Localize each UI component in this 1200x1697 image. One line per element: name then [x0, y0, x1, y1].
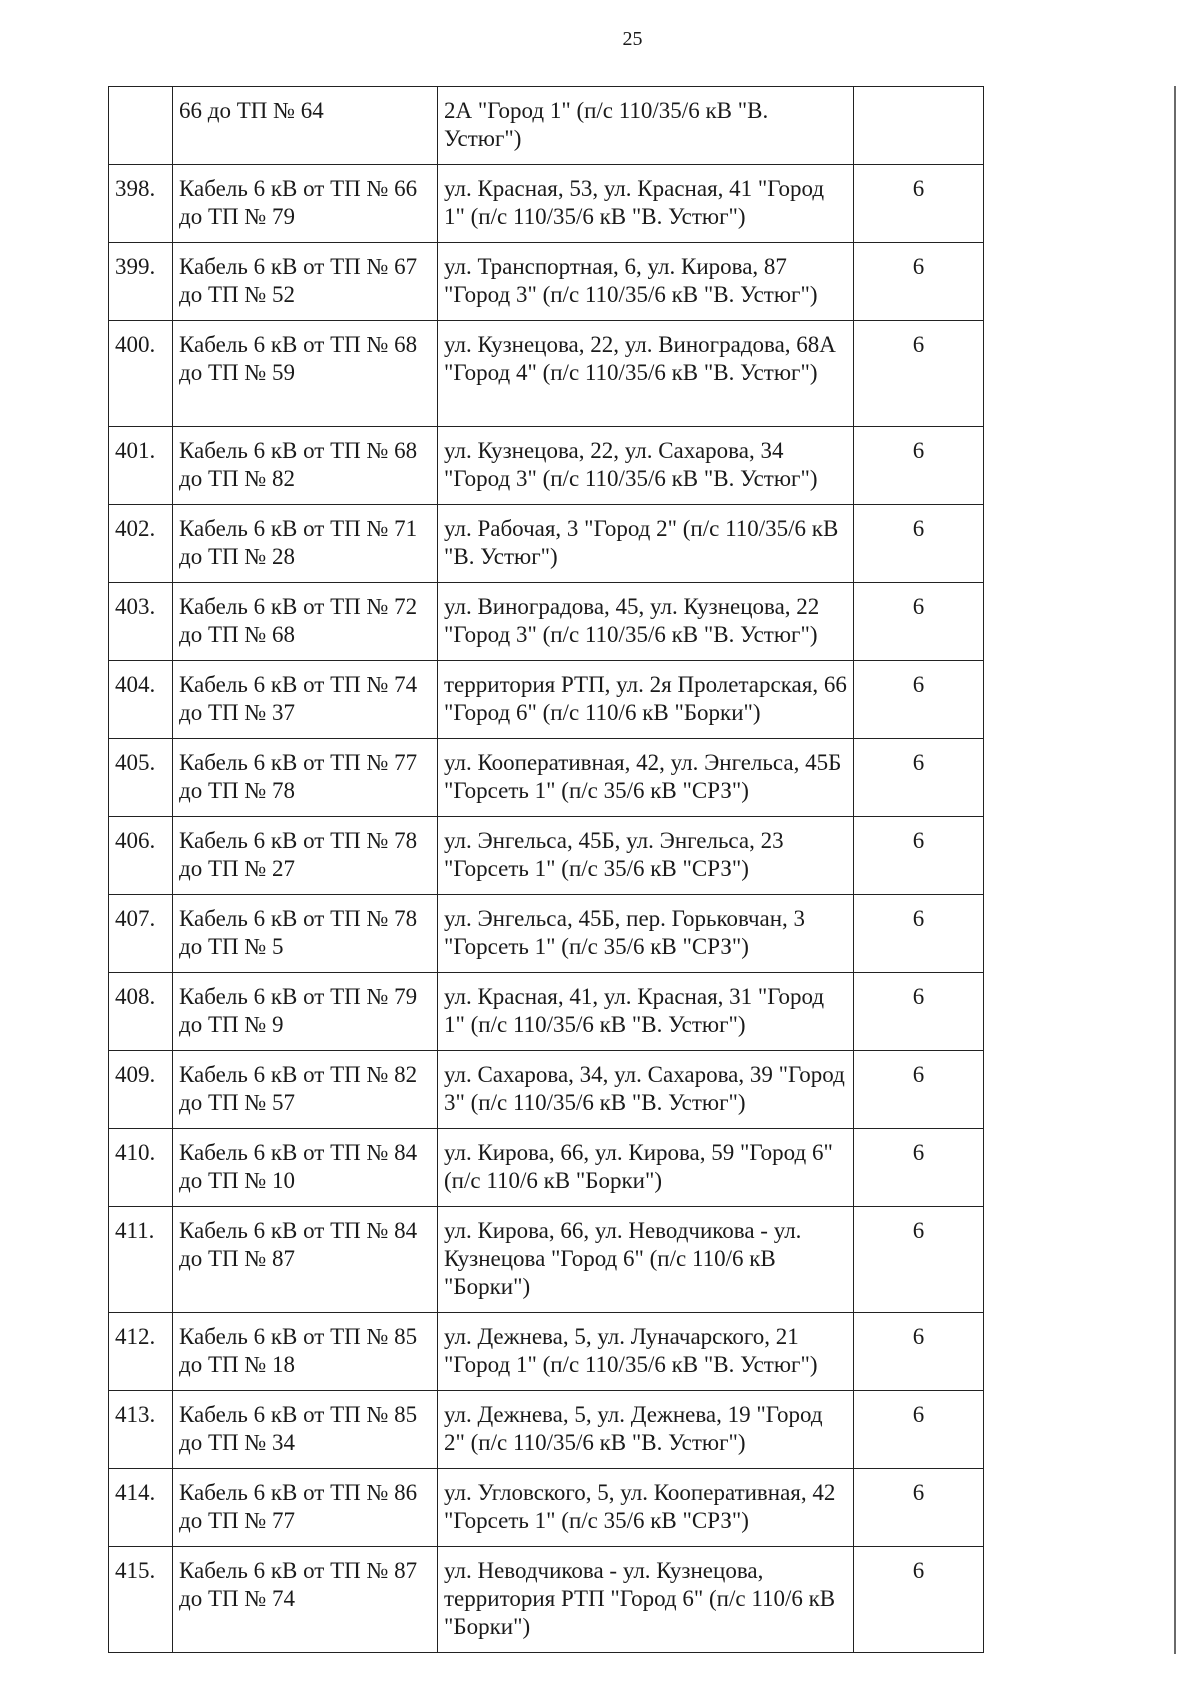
voltage-cell: 6: [854, 427, 984, 505]
row-number-cell: 404.: [109, 661, 173, 739]
table-row: [109, 505, 984, 583]
voltage-cell: 6: [854, 895, 984, 973]
address-cell: ул. Кузнецова, 22, ул. Сахарова, 34 "Город 3" (п/с 110/35/6 кВ "В. Устюг"): [438, 427, 854, 505]
table-row: [109, 1469, 984, 1547]
voltage-cell: 6: [854, 1207, 984, 1313]
cable-name-cell: Кабель 6 кВ от ТП № 67 до ТП № 52: [173, 243, 438, 321]
cable-name-cell: Кабель 6 кВ от ТП № 82 до ТП № 57: [173, 1051, 438, 1129]
row-number-cell: 412.: [109, 1313, 173, 1391]
address-cell: 2А "Город 1" (п/с 110/35/6 кВ "В. Устюг"): [438, 87, 854, 165]
address-cell: ул. Энгельса, 45Б, пер. Горьковчан, 3 "Горсеть 1" (п/с 35/6 кВ "СРЗ"): [438, 895, 854, 973]
table-row: [109, 243, 984, 321]
address-cell: ул. Сахарова, 34, ул. Сахарова, 39 "Город 3" (п/с 110/35/6 кВ "В. Устюг"): [438, 1051, 854, 1129]
row-number-cell: 400.: [109, 321, 173, 427]
table-body: [109, 87, 984, 1653]
address-cell: ул. Рабочая, 3 "Город 2" (п/с 110/35/6 кВ "В. Устюг"): [438, 505, 854, 583]
table-row: [109, 1129, 984, 1207]
address-cell: территория РТП, ул. 2я Пролетарская, 66 "Город 6" (п/с 110/6 кВ "Борки"): [438, 661, 854, 739]
address-cell: ул. Кирова, 66, ул. Неводчикова - ул. Кузнецова "Город 6" (п/с 110/6 кВ "Борки"): [438, 1207, 854, 1313]
cable-name-cell: Кабель 6 кВ от ТП № 68 до ТП № 59: [173, 321, 438, 427]
table-row: [109, 1547, 984, 1653]
row-number-cell: 408.: [109, 973, 173, 1051]
address-cell: ул. Угловского, 5, ул. Кооперативная, 42 "Горсеть 1" (п/с 35/6 кВ "СРЗ"): [438, 1469, 854, 1547]
cable-name-cell: Кабель 6 кВ от ТП № 66 до ТП № 79: [173, 165, 438, 243]
row-number-cell: [109, 87, 173, 165]
voltage-cell: 6: [854, 1051, 984, 1129]
cable-name-cell: Кабель 6 кВ от ТП № 78 до ТП № 27: [173, 817, 438, 895]
right-margin-line: [1174, 86, 1176, 1654]
row-number-cell: 405.: [109, 739, 173, 817]
row-number-cell: 398.: [109, 165, 173, 243]
table-row: [109, 895, 984, 973]
cable-name-cell: Кабель 6 кВ от ТП № 84 до ТП № 87: [173, 1207, 438, 1313]
address-cell: ул. Дежнева, 5, ул. Луначарского, 21 "Город 1" (п/с 110/35/6 кВ "В. Устюг"): [438, 1313, 854, 1391]
table-row: [109, 817, 984, 895]
voltage-cell: 6: [854, 661, 984, 739]
cable-name-cell: Кабель 6 кВ от ТП № 86 до ТП № 77: [173, 1469, 438, 1547]
voltage-cell: 6: [854, 1391, 984, 1469]
cable-name-cell: Кабель 6 кВ от ТП № 71 до ТП № 28: [173, 505, 438, 583]
row-number-cell: 415.: [109, 1547, 173, 1653]
voltage-cell: 6: [854, 1469, 984, 1547]
cable-name-cell: Кабель 6 кВ от ТП № 74 до ТП № 37: [173, 661, 438, 739]
address-cell: ул. Красная, 41, ул. Красная, 31 "Город 1" (п/с 110/35/6 кВ "В. Устюг"): [438, 973, 854, 1051]
address-cell: ул. Дежнева, 5, ул. Дежнева, 19 "Город 2" (п/с 110/35/6 кВ "В. Устюг"): [438, 1391, 854, 1469]
row-number-cell: 411.: [109, 1207, 173, 1313]
row-number-cell: 410.: [109, 1129, 173, 1207]
row-number-cell: 413.: [109, 1391, 173, 1469]
table-row: [109, 87, 984, 165]
voltage-cell: 6: [854, 973, 984, 1051]
address-cell: ул. Кооперативная, 42, ул. Энгельса, 45Б "Горсеть 1" (п/с 35/6 кВ "СРЗ"): [438, 739, 854, 817]
row-number-cell: 407.: [109, 895, 173, 973]
table-row: [109, 583, 984, 661]
cable-name-cell: Кабель 6 кВ от ТП № 84 до ТП № 10: [173, 1129, 438, 1207]
voltage-cell: 6: [854, 583, 984, 661]
table-row: [109, 427, 984, 505]
row-number-cell: 401.: [109, 427, 173, 505]
cable-table: [108, 86, 984, 1653]
table-row: [109, 1051, 984, 1129]
address-cell: ул. Кирова, 66, ул. Кирова, 59 "Город 6" (п/с 110/6 кВ "Борки"): [438, 1129, 854, 1207]
cable-name-cell: Кабель 6 кВ от ТП № 68 до ТП № 82: [173, 427, 438, 505]
row-number-cell: 406.: [109, 817, 173, 895]
row-number-cell: 409.: [109, 1051, 173, 1129]
address-cell: ул. Энгельса, 45Б, ул. Энгельса, 23 "Горсеть 1" (п/с 35/6 кВ "СРЗ"): [438, 817, 854, 895]
voltage-cell: 6: [854, 321, 984, 427]
table-row: [109, 739, 984, 817]
voltage-cell: 6: [854, 739, 984, 817]
cable-name-cell: Кабель 6 кВ от ТП № 78 до ТП № 5: [173, 895, 438, 973]
voltage-cell: 6: [854, 1313, 984, 1391]
table-row: [109, 1313, 984, 1391]
cable-name-cell: Кабель 6 кВ от ТП № 85 до ТП № 18: [173, 1313, 438, 1391]
cable-name-cell: Кабель 6 кВ от ТП № 72 до ТП № 68: [173, 583, 438, 661]
cable-name-cell: Кабель 6 кВ от ТП № 87 до ТП № 74: [173, 1547, 438, 1653]
table-row: [109, 321, 984, 427]
voltage-cell: 6: [854, 1129, 984, 1207]
cable-name-cell: Кабель 6 кВ от ТП № 79 до ТП № 9: [173, 973, 438, 1051]
voltage-cell: 6: [854, 165, 984, 243]
page-number: 25: [622, 28, 643, 50]
row-number-cell: 399.: [109, 243, 173, 321]
row-number-cell: 403.: [109, 583, 173, 661]
table-row: [109, 661, 984, 739]
table-row: [109, 165, 984, 243]
voltage-cell: 6: [854, 505, 984, 583]
cable-name-cell: Кабель 6 кВ от ТП № 85 до ТП № 34: [173, 1391, 438, 1469]
address-cell: ул. Кузнецова, 22, ул. Виноградова, 68А "Город 4" (п/с 110/35/6 кВ "В. Устюг"): [438, 321, 854, 427]
address-cell: ул. Неводчикова - ул. Кузнецова, территория РТП "Город 6" (п/с 110/6 кВ "Борки"): [438, 1547, 854, 1653]
address-cell: ул. Красная, 53, ул. Красная, 41 "Город 1" (п/с 110/35/6 кВ "В. Устюг"): [438, 165, 854, 243]
cable-name-cell: 66 до ТП № 64: [173, 87, 438, 165]
table-row: [109, 1391, 984, 1469]
address-cell: ул. Виноградова, 45, ул. Кузнецова, 22 "Город 3" (п/с 110/35/6 кВ "В. Устюг"): [438, 583, 854, 661]
table-row: [109, 1207, 984, 1313]
voltage-cell: [854, 87, 984, 165]
address-cell: ул. Транспортная, 6, ул. Кирова, 87 "Город 3" (п/с 110/35/6 кВ "В. Устюг"): [438, 243, 854, 321]
cable-name-cell: Кабель 6 кВ от ТП № 77 до ТП № 78: [173, 739, 438, 817]
row-number-cell: 402.: [109, 505, 173, 583]
table-row: [109, 973, 984, 1051]
voltage-cell: 6: [854, 817, 984, 895]
voltage-cell: 6: [854, 1547, 984, 1653]
row-number-cell: 414.: [109, 1469, 173, 1547]
voltage-cell: 6: [854, 243, 984, 321]
